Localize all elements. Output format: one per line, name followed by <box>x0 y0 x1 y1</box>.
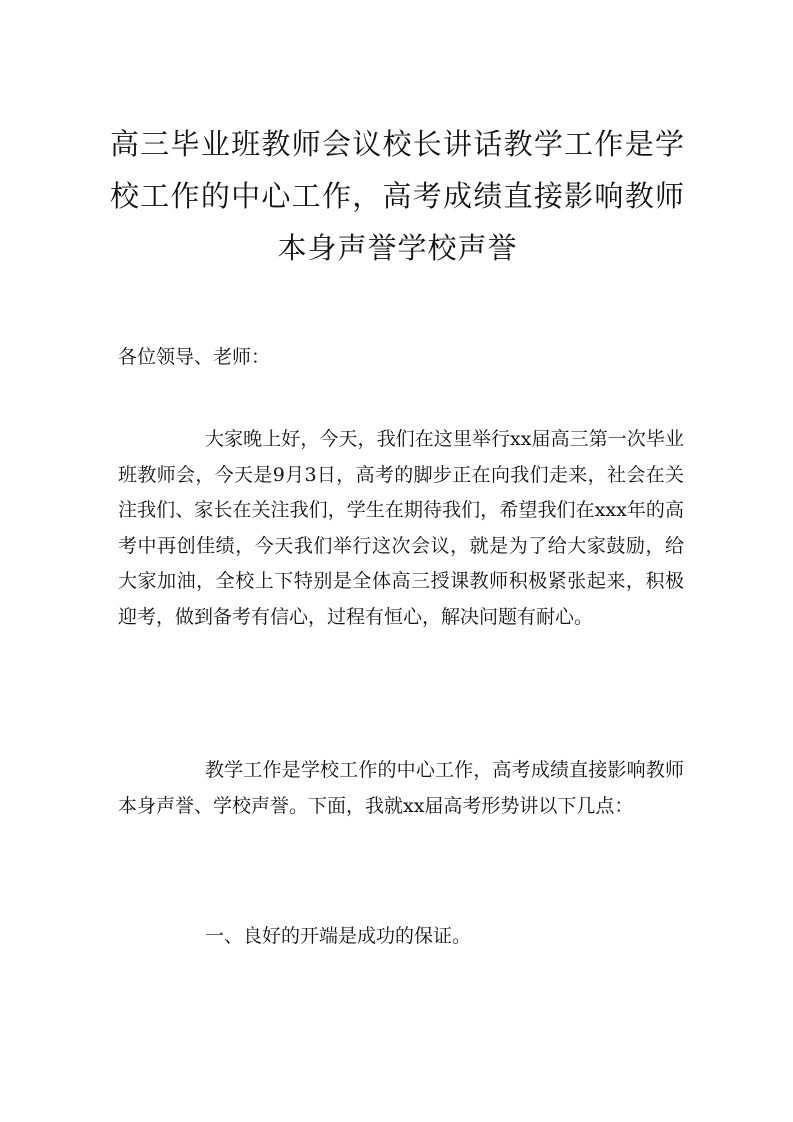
section-heading-one: 一、良好的开端是成功的保证。 <box>205 925 472 947</box>
paragraph-opening: 大家晚上好，今天，我们在这里举行xx届高三第一次毕业班教师会，今天是9月3日，高考的脚步正在向我们走来，社会在关注我们、家长在关注我们，学生在期待我们，希望我们在xxx年的高考中再创佳绩，今天我们举行这次会议，就是为了给大家鼓励，给大家加油，全校上下特别是全体高三授课教师积极紧张起来，积极迎考，做到备考有信心，过程有恒心，解决问题有耐心。 <box>118 428 684 628</box>
document-title: 高三毕业班教师会议校长讲话教学工作是学校工作的中心工作，高考成绩直接影响教师本身声誉学校声誉 <box>110 127 685 265</box>
paragraph-teaching-work: 教学工作是学校工作的中心工作，高考成绩直接影响教师本身声誉、学校声誉。下面，我就xx届高考形势讲以下几点： <box>118 759 684 817</box>
salutation: 各位领导、老师： <box>118 346 271 368</box>
